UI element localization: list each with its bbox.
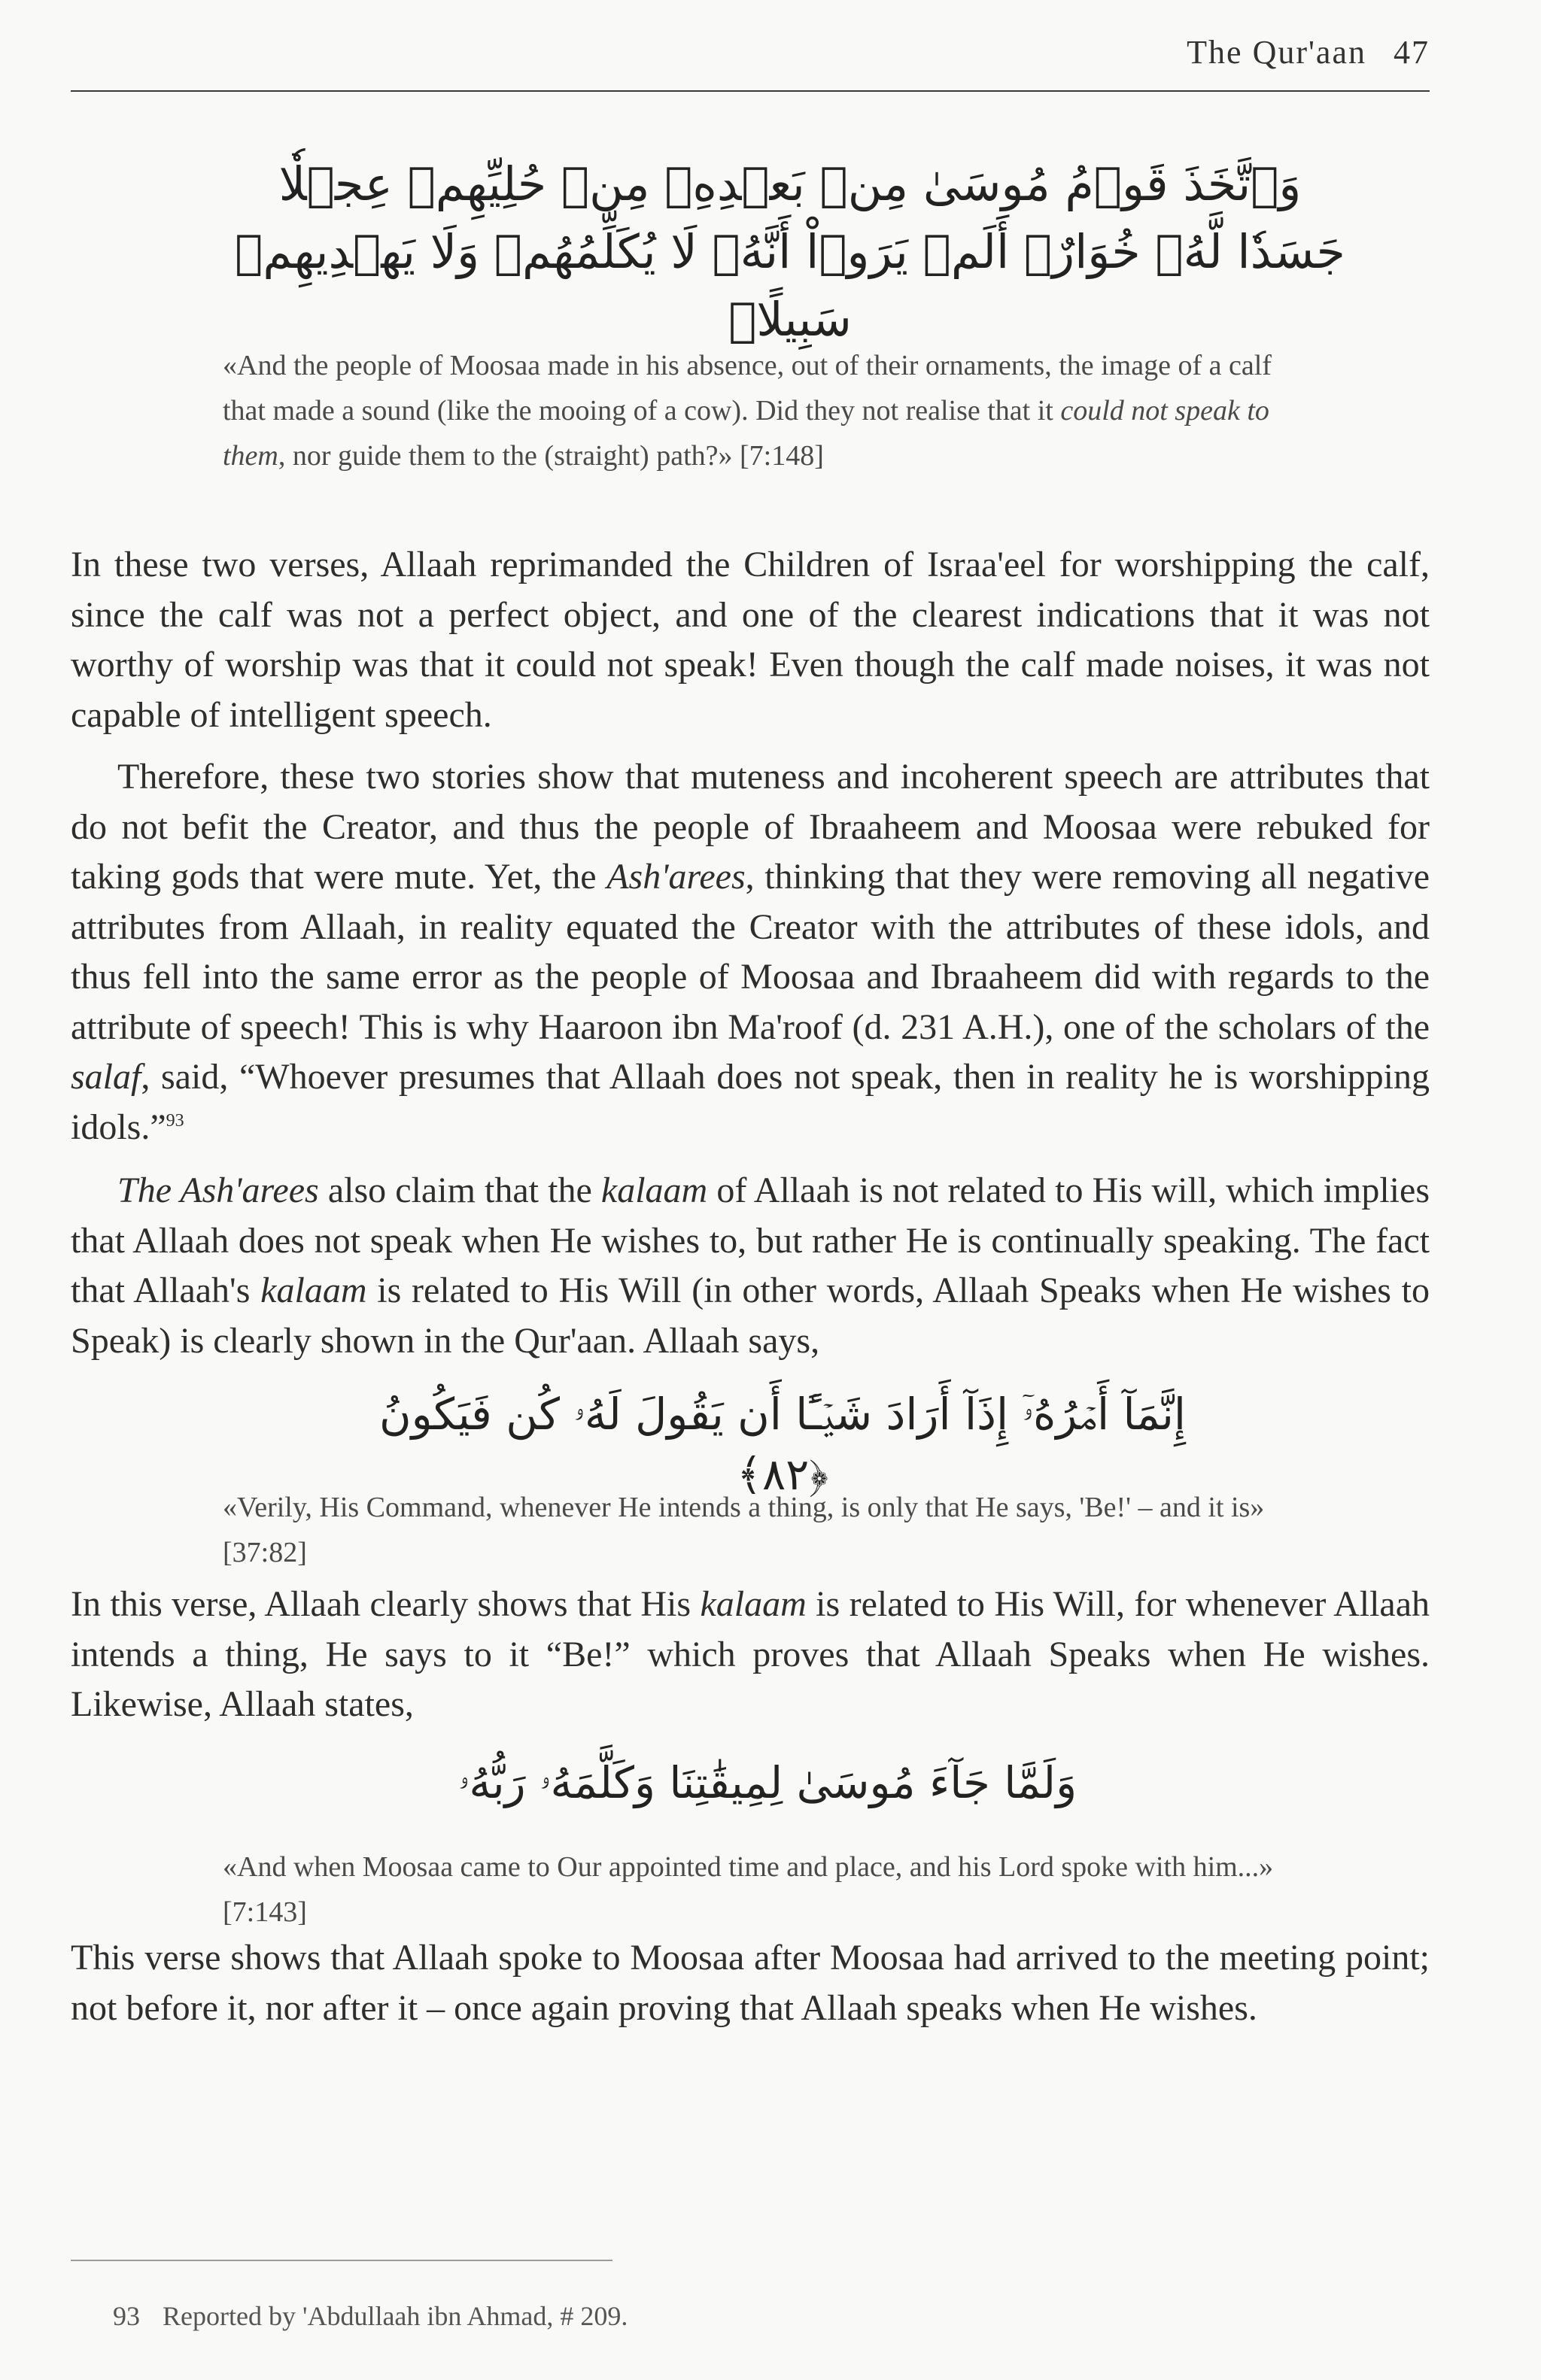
paragraph-4 <box>71 1580 1430 1730</box>
paragraph-text: of Allaah is not related to His will, which implies that Allaah does not speak when He wishes to, but rather He is continually speaking. The fact that Allaah's <box>71 1170 1430 1310</box>
paragraph-text: is related to His Will (in other words, Allaah Speaks when He wishes to Speak) is clearly shown in the Qur'aan. Allaah says, <box>71 1270 1430 1361</box>
term-ashaarees: Ash'arees <box>606 857 746 897</box>
running-head <box>978 33 1430 71</box>
paragraph-text: In this verse, Allaah clearly shows that His <box>71 1584 701 1624</box>
term-kalaam: kalaam <box>260 1270 367 1310</box>
footnote-number: 93 <box>113 2301 140 2331</box>
header-rule <box>71 90 1430 92</box>
arabic-verse-37-82: إِنَّمَآ أَمۡرُهُۥٓ إِذَآ أَرَادَ شَيۡـًٔا أَن يَقُولَ لَهُۥ كُن فَيَكُونُ ﴿٨٢﴾ <box>378 1389 1187 1500</box>
translation-emphasis: could not speak to them <box>223 395 1269 472</box>
paragraph-text: Therefore, these two stories show that muteness and incoherent speech are attributes that do not befit the Creator, and thus the people of Ibraaheem and Moosaa were rebuked for taking gods that were mute. Yet, the <box>71 757 1430 897</box>
footnote-text: Reported by 'Abdullaah ibn Ahmad, # 209. <box>163 2301 628 2331</box>
term-kalaam: kalaam <box>700 1584 807 1624</box>
verse-translation-37-82: «Verily, His Command, whenever He intends a thing, is only that He says, 'Be!' – and it is» [37:82] <box>223 1492 1265 1568</box>
paragraph-text: , thinking that they were removing all negative attributes from Allaah, in reality equated the Creator with the attributes of these idols, and thus fell into the same error as the people of Moosaa and Ibraaheem did with regards to the attribute of speech! This is why Haaroon ibn Ma'roof (d. 231 A.H.), one of the scholars of the <box>71 857 1430 1047</box>
verse-translation-7-143: «And when Moosaa came to Our appointed time and place, and his Lord spoke with him...» [7:143] <box>223 1851 1274 1928</box>
verse-translation-7-148 <box>223 343 1291 478</box>
footnote-rule <box>71 2260 612 2261</box>
paragraph-text: , said, “Whoever presumes that Allaah does not speak, then in reality he is worshipping idols.” <box>71 1057 1430 1147</box>
paragraph-text: also claim that the <box>318 1170 601 1210</box>
page-number: 47 <box>1394 34 1430 71</box>
chapter-title: The Qur'aan <box>1187 34 1366 71</box>
arabic-verse-7-148: وَٱتَّخَذَ قَوۡمُ مُوسَىٰ مِنۢ بَعۡدِهِۦ مِنۡ حُلِيِّهِمۡ عِجۡلٗا جَسَدٗا لَّهُۥ خُوَارٌۚ أَلَمۡ يَرَوۡاْ أَنَّهُۥ لَا يُكَلِّمُهُمۡ وَلَا يَهۡدِيهِمۡ سَبِيلًاۘ <box>235 156 1345 347</box>
term-salaf: salaf <box>71 1057 141 1097</box>
paragraph-1: In these two verses, Allaah reprimanded the Children of Israa'eel for worshipping the calf, since the calf was not a perfect object, and one of the clearest indications that it was not worthy of worship was that it could not speak! Even though the calf made noises, it was not capable of intelligent speech. <box>71 545 1430 735</box>
paragraph-3 <box>71 1166 1430 1366</box>
term-kalaam: kalaam <box>600 1170 708 1210</box>
footnote-reference[interactable]: 93 <box>166 1110 184 1131</box>
translation-text: , nor guide them to the (straight) path?» [7:148] <box>278 440 824 472</box>
arabic-verse-7-143: وَلَمَّا جَآءَ مُوسَىٰ لِمِيقَٰتِنَا وَكَلَّمَهُۥ رَبُّهُۥ <box>457 1757 1077 1808</box>
paragraph-2 <box>71 752 1430 1152</box>
paragraph-text: is related to His Will, for whenever Allaah intends a thing, He says to it “Be!” which proves that Allaah Speaks when He wishes. Likewise, Allaah states, <box>71 1584 1430 1724</box>
term-ashaarees: The Ash'arees <box>117 1170 319 1210</box>
footnote <box>113 2300 1392 2332</box>
paragraph-5: This verse shows that Allaah spoke to Moosaa after Moosaa had arrived to the meeting point; not before it, nor after it – once again proving that Allaah speaks when He wishes. <box>71 1938 1430 2028</box>
translation-text: «And the people of Moosaa made in his absence, out of their ornaments, the image of a calf that made a sound (like the mooing of a cow). Did they not realise that it <box>223 350 1272 427</box>
